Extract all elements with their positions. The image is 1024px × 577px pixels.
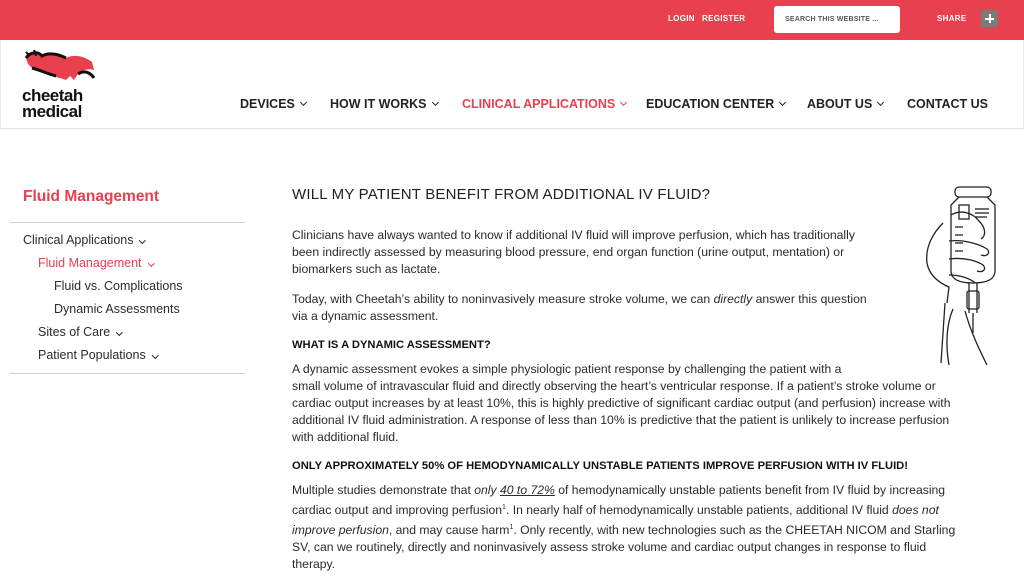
sidebar-item-fluid-management[interactable] (38, 256, 153, 270)
chevron-down-icon (140, 237, 146, 243)
nav-about-us[interactable] (807, 97, 883, 111)
share-plus-button[interactable] (981, 10, 998, 27)
iv-bag-hand-illustration (925, 183, 1015, 368)
text-run: . In nearly half of hemodynamically unstable patients, additional IV fluid (505, 503, 893, 518)
chevron-down-icon (148, 260, 154, 266)
register-link[interactable]: REGISTER (702, 14, 746, 23)
chevron-down-icon (877, 99, 884, 106)
cheetah-medical-logo[interactable] (22, 48, 102, 124)
text-line (292, 482, 955, 499)
footnote-ref: 1 (509, 524, 514, 532)
footnote-ref: 1 (502, 504, 506, 511)
text-line (292, 499, 955, 519)
text-line: been indirectly assessed by measuring blood pressure, end organ function (urine output, mentation) or (292, 245, 845, 259)
nav-devices[interactable] (240, 97, 306, 111)
search-input[interactable] (774, 6, 900, 33)
text-run: . Only recently, with new technologies such as the CHEETAH NICOM and Starling (513, 523, 956, 538)
chevron-down-icon (431, 99, 438, 106)
nav-education-center-label: EDUCATION CENTER (646, 97, 775, 111)
intro-paragraph (292, 227, 855, 278)
sidebar-item-label: Fluid Management (38, 256, 142, 270)
text-run: Multiple studies demonstrate that (292, 483, 475, 497)
nav-how-it-works-label: HOW IT WORKS (330, 97, 427, 111)
chevron-down-icon (779, 99, 786, 106)
text-run: Today, with Cheetah’s ability to noninvasively measure stroke volume, we can (292, 292, 714, 306)
emphasis-text: does not (892, 503, 939, 518)
text-line (292, 291, 867, 308)
text-line: A dynamic assessment evokes a simple physiologic patient response by challenging the patient with a (292, 362, 842, 376)
sidebar-item-patient-populations[interactable] (38, 348, 157, 362)
share-label[interactable]: SHARE (937, 14, 967, 23)
text-line: biomarkers such as lactate. (292, 262, 441, 276)
nav-education-center[interactable] (646, 97, 785, 111)
text-run: of hemodynamically unstable patients benefit from IV fluid by increasing (554, 483, 946, 497)
underlined-emphasis-text: 40 to 72% (499, 483, 555, 497)
sidebar-item-fluid-vs-complications[interactable] (54, 279, 183, 293)
chevron-down-icon (300, 99, 307, 106)
text-line (292, 519, 955, 539)
sidebar-item-label: Clinical Applications (23, 233, 134, 247)
emphasis-text: only (474, 483, 500, 497)
text-run: , and may cause harm (388, 523, 510, 538)
sidebar-item-label: Sites of Care (38, 325, 111, 339)
nav-clinical-applications-label: CLINICAL APPLICATIONS (462, 97, 616, 111)
nav-how-it-works[interactable] (330, 97, 438, 111)
login-link[interactable]: LOGIN (668, 14, 695, 23)
sidebar-item-dynamic-assessments[interactable] (54, 302, 180, 316)
page-heading: WILL MY PATIENT BENEFIT FROM ADDITIONAL IV FLUID? (292, 186, 711, 203)
dynamic-assessment-paragraph (292, 361, 950, 446)
logo-line-2: medical (22, 102, 82, 121)
sidebar-title: Fluid Management (23, 188, 160, 205)
text-line: SV, can we routinely, directly and noninvasively assess stroke volume and cardiac output changes in response to fluid (292, 540, 927, 555)
text-line: additional IV fluid administration. A response of less than 10% is predictive that the patient is unlikely to increase perfusion (292, 413, 950, 427)
sidebar-item-sites-of-care[interactable] (38, 325, 122, 339)
header-border-left (0, 40, 1, 129)
logo-wordmark (22, 88, 83, 120)
sidebar-item-clinical-applications[interactable] (23, 233, 145, 247)
text-line: therapy. (292, 557, 336, 572)
sidebar-item-label: Dynamic Assessments (54, 302, 180, 316)
chevron-down-icon (152, 352, 158, 358)
cheetah-paragraph (292, 291, 867, 325)
text-line: cardiac output increases by at least 10%, this is highly predictive of significant cardiac output (and perfusion) increase with (292, 396, 951, 410)
subheading-dynamic-assessment: WHAT IS A DYNAMIC ASSESSMENT? (292, 339, 491, 351)
text-line: Clinicians have always wanted to know if additional IV fluid will improve perfusion, which has traditionally (292, 228, 855, 242)
nav-clinical-applications[interactable] (462, 97, 626, 111)
logo-line-1: cheetah (22, 86, 83, 105)
emphasis-text: improve perfusion (292, 523, 389, 538)
nav-about-us-label: ABOUT US (807, 97, 873, 111)
emphasis-text: directly (713, 292, 753, 306)
sidebar-divider-bottom (10, 373, 245, 374)
sidebar-divider-top (10, 222, 245, 223)
chevron-down-icon (620, 99, 627, 106)
text-run: answer this question (752, 292, 867, 306)
sidebar-item-label: Fluid vs. Complications (54, 279, 183, 293)
text-run: cardiac output and improving perfusion (292, 503, 503, 518)
sidebar-item-label: Patient Populations (38, 348, 146, 362)
studies-paragraph (292, 482, 955, 573)
text-line: via a dynamic assessment. (292, 309, 439, 323)
cheetah-logo-icon (22, 48, 102, 88)
nav-contact-us[interactable] (907, 97, 988, 111)
chevron-down-icon (116, 329, 122, 335)
text-line: with additional fluid. (292, 430, 399, 444)
text-line: small volume of intravascular fluid and directly observing the heart’s ventricular response. If a patient’s stroke volume or (292, 379, 936, 393)
site-header (0, 40, 1024, 129)
nav-devices-label: DEVICES (240, 97, 295, 111)
subheading-fifty-percent: ONLY APPROXIMATELY 50% OF HEMODYNAMICALLY UNSTABLE PATIENTS IMPROVE PERFUSION WITH IV FLUID! (292, 460, 908, 472)
nav-contact-us-label: CONTACT US (907, 97, 989, 111)
